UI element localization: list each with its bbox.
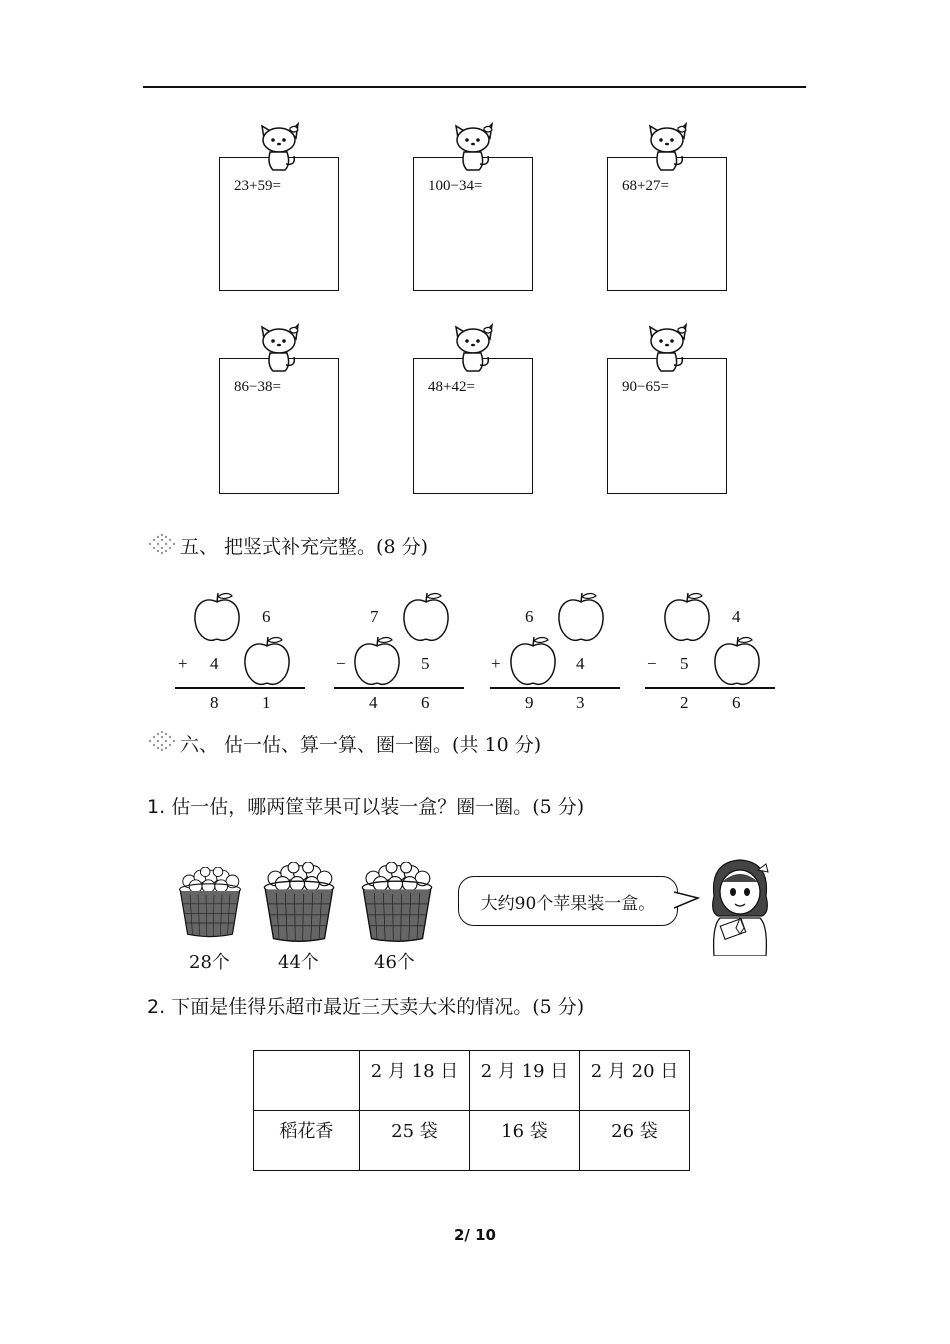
apple-icon xyxy=(401,592,451,644)
basket-icon xyxy=(258,862,340,944)
card-6 xyxy=(607,358,727,494)
basket-icon xyxy=(178,862,242,944)
sum-line xyxy=(175,687,305,689)
basket-count: 44个 xyxy=(278,952,319,973)
speech-text: 大约90个苹果装一盒。 xyxy=(480,893,656,914)
page-number: 2/ 10 xyxy=(453,1226,496,1244)
card-expression: 48+42= xyxy=(428,379,475,395)
table-cell: 2 月 19 日 xyxy=(470,1051,580,1111)
puzzle-mid-digit: 4 xyxy=(576,654,585,673)
sum-line xyxy=(645,687,775,689)
table-cell: 2 月 18 日 xyxy=(360,1051,470,1111)
puzzle-operator: − xyxy=(336,654,346,673)
question-2: 2. 下面是佳得乐超市最近三天卖大米的情况。(5 分) xyxy=(147,996,585,1018)
rice-sales-table xyxy=(253,1050,690,1171)
question-1: 1. 估一估，哪两筐苹果可以装一盒？圈一圈。(5 分) xyxy=(147,796,585,818)
kitty-icon xyxy=(252,321,304,373)
table-header-row xyxy=(254,1051,690,1111)
table-cell: 16 袋 xyxy=(470,1111,580,1171)
card-3 xyxy=(607,157,727,291)
card-1 xyxy=(219,157,339,291)
card-expression: 86−38= xyxy=(234,379,281,395)
table-cell: 稻花香 xyxy=(254,1111,360,1171)
puzzle-mid-digit: 4 xyxy=(210,654,219,673)
puzzle-operator: + xyxy=(178,654,188,673)
sum-line xyxy=(490,687,620,689)
section-6-title: 六、 估一估、算一算、圈一圈。(共 10 分) xyxy=(180,734,542,756)
result-tens: 9 xyxy=(525,693,534,712)
kitty-icon xyxy=(446,321,498,373)
result-ones: 6 xyxy=(732,693,741,712)
card-expression: 90−65= xyxy=(622,379,669,395)
apple-icon xyxy=(556,592,606,644)
question-number: 2 xyxy=(147,996,160,1018)
card-expression: 68+27= xyxy=(622,178,669,194)
result-ones: 3 xyxy=(576,693,585,712)
kitty-icon xyxy=(446,120,498,172)
table-cell xyxy=(254,1051,360,1111)
basket-count: 28个 xyxy=(189,952,230,973)
apple-icon xyxy=(662,592,712,644)
result-ones: 6 xyxy=(421,693,430,712)
puzzle-operator: + xyxy=(491,654,501,673)
apple-icon xyxy=(712,636,762,688)
table-cell: 25 袋 xyxy=(360,1111,470,1171)
card-4 xyxy=(219,358,339,494)
apple-icon xyxy=(192,592,242,644)
table-cell: 26 袋 xyxy=(580,1111,690,1171)
kitty-icon xyxy=(640,321,692,373)
header-rule xyxy=(143,86,806,88)
card-expression: 100−34= xyxy=(428,178,483,194)
puzzle-top-digit: 6 xyxy=(525,607,534,626)
puzzle-top-digit: 7 xyxy=(370,607,379,626)
table-cell: 2 月 20 日 xyxy=(580,1051,690,1111)
card-5 xyxy=(413,358,533,494)
puzzle-top-digit: 6 xyxy=(262,607,271,626)
girl-icon xyxy=(700,856,778,956)
kitty-icon xyxy=(640,120,692,172)
puzzle-mid-digit: 5 xyxy=(680,654,689,673)
apple-icon xyxy=(508,636,558,688)
result-tens: 4 xyxy=(369,693,378,712)
apple-icon xyxy=(352,636,402,688)
sum-line xyxy=(334,687,464,689)
speech-bubble xyxy=(458,876,678,926)
section-dots-icon xyxy=(144,531,180,557)
question-text: 下面是佳得乐超市最近三天卖大米的情况。(5 分) xyxy=(171,996,585,1018)
basket-count: 46个 xyxy=(374,952,415,973)
result-tens: 8 xyxy=(210,693,219,712)
puzzle-top-digit: 4 xyxy=(732,607,741,626)
section-5-title: 五、 把竖式补充完整。(8 分) xyxy=(180,536,428,558)
card-2 xyxy=(413,157,533,291)
puzzle-mid-digit: 5 xyxy=(421,654,430,673)
kitty-icon xyxy=(252,120,304,172)
section-dots-icon xyxy=(144,728,180,754)
bubble-tail-icon xyxy=(674,890,700,912)
basket-icon xyxy=(356,862,438,944)
result-tens: 2 xyxy=(680,693,689,712)
card-expression: 23+59= xyxy=(234,178,281,194)
table-row xyxy=(254,1111,690,1171)
question-number: 1 xyxy=(147,796,160,818)
result-ones: 1 xyxy=(262,693,271,712)
question-text: 估一估，哪两筐苹果可以装一盒？圈一圈。(5 分) xyxy=(171,796,585,818)
puzzle-operator: − xyxy=(647,654,657,673)
apple-icon xyxy=(242,636,292,688)
